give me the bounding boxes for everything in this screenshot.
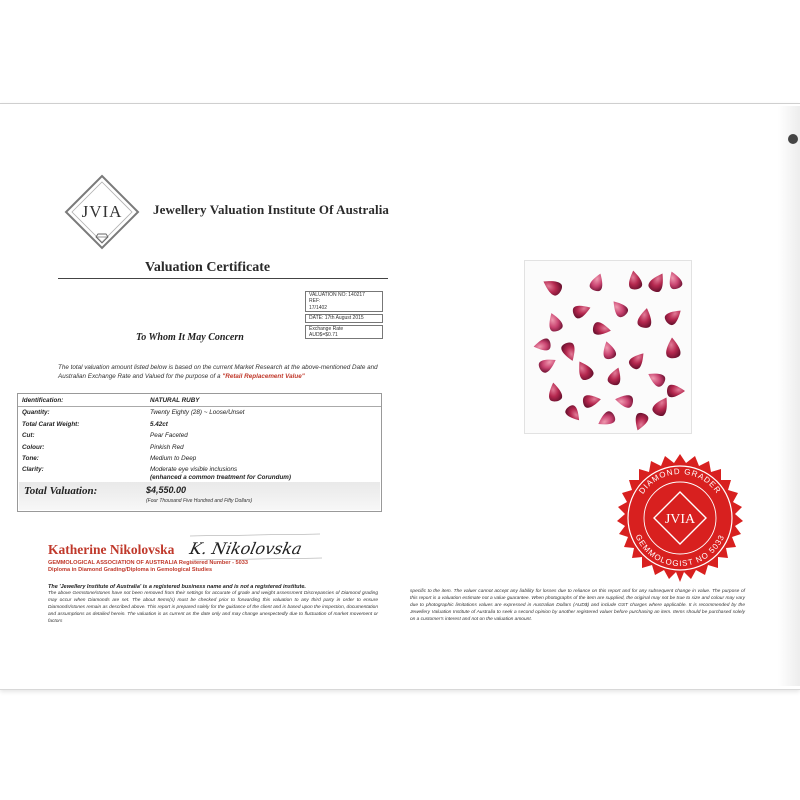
logo-text: JVIA [81,202,123,221]
ruby-stones-image [525,261,691,433]
valuation-ref-cell [305,291,383,312]
treatment-value: (enhanced a common treatment for Corundum) [150,474,291,481]
diamond-grader-seal [614,452,746,584]
punch-hole [788,134,798,144]
row-divider [18,406,381,407]
page-edge-shadow [778,106,800,686]
signature-text: K. Nikolovska [188,539,304,558]
reference-box [305,291,383,341]
exchange-value: AUD$=$0.71 [309,332,338,339]
valuation-date: DATE: 17th August 2015 [309,315,364,322]
title-rule [58,278,388,279]
identification-label: Identification: [22,397,64,404]
seal-center-text: JVIA [664,512,696,527]
intro-paragraph [58,363,398,381]
quantity-label: Quantity: [22,409,50,416]
tone-label: Tone: [22,455,39,462]
valuer-name: Katherine Nikolovska [48,542,175,557]
carat-value: 5.42ct [150,421,168,428]
details-table [17,393,382,512]
seal-top-text: DIAMOND GRADER [637,466,723,496]
clarity-label: Clarity: [22,466,44,473]
ruby-stones [533,269,685,432]
disclaimer-left-text: The above Gemstone/stones have not been removed from their settings for accurate of grade and weight assessment Discrepancies of Diamond grading may occur when Diamonds are set. The about Items(s) must be checked prior to forwarding this valuation to any third party in order to ensure Diamonds/stones remain as described above. This report is prepared solely for the guidance of the client and is based upon the inspection, documentation and assumptions as detailed herein. The valuation is as current as the date only and may change unexpectedly due to fluctuation of market movement or factors [48,590,378,624]
cut-value: Pear Faceted [150,432,188,439]
exchange-cell [305,325,383,340]
valuation-purpose: "Retail Replacement Value" [222,373,305,380]
ref-label: REF: [309,298,321,305]
institute-name: Jewellery Valuation Institute Of Australia [153,202,390,217]
association-line: GEMMOLOGICAL ASSOCIATION OF AUSTRALIA Registered Number - 5033 [48,560,248,566]
identification-value: NATURAL RUBY [150,397,200,404]
clarity-value: Moderate eye visible inclusions [150,466,238,473]
signature [186,530,326,564]
seal-bottom-text: GEMMOLOGIST NO 5033 [633,532,727,569]
salutation: To Whom It May Concern [136,332,244,343]
certificate-title: Valuation Certificate [145,260,271,275]
jvia-logo [62,172,142,252]
disclaimer-heading: The 'Jewellery Institute of Australia' is a registered business name and is not a registered institute. [48,584,306,590]
carat-label: Total Carat Weight: [22,421,80,428]
disclaimer-right: specific to the item. The valuer cannot accept any liability for losses due to reliance on this report and for any subsequent change in value. The purpose of this report is a valuation estimate not a value guarantee. When photographs of the item are supplied, the original may not be true to size and colour may vary due to photographic limitations values are expressed in Australian Dollars (AUD$) and include GST charges where applicable. It is recommended by the Jewellery Valuation Institute of Australia to seek a second opinion by another registered valuer before purchasing an item. Items should be purchased solely on a customer's interest and not on the valuation amount. [410,589,745,622]
exchange-label: Exchange Rate [309,325,344,332]
tone-value: Medium to Deep [150,455,197,462]
ref-value: 17/1402 [309,304,328,311]
total-label: Total Valuation: [24,485,98,497]
date-cell [305,314,383,322]
total-value: $4,550.00 [146,485,187,495]
diploma-line: Diploma in Diamond Grading/Diploma in Gemological Studies [48,567,213,573]
total-in-words: (Four Thousand Five Hundred and Fifty Dollars) [146,498,253,504]
disclaimer-left [48,584,378,625]
intro-text: The total valuation amount listed below is based on the current Market Research at the above-mentioned Date and Australian Exchange Rate and Valued for the purpose of a [58,364,378,380]
colour-value: Pinkish Red [150,444,184,451]
colour-label: Colour: [22,444,45,451]
ruby-photo [524,260,692,434]
quantity-value: Twenty Eighty (28) ~ Loose/Unset [150,409,245,416]
valuation-number: VALUATION NO: 140217 [309,292,365,298]
cut-label: Cut: [22,432,35,439]
